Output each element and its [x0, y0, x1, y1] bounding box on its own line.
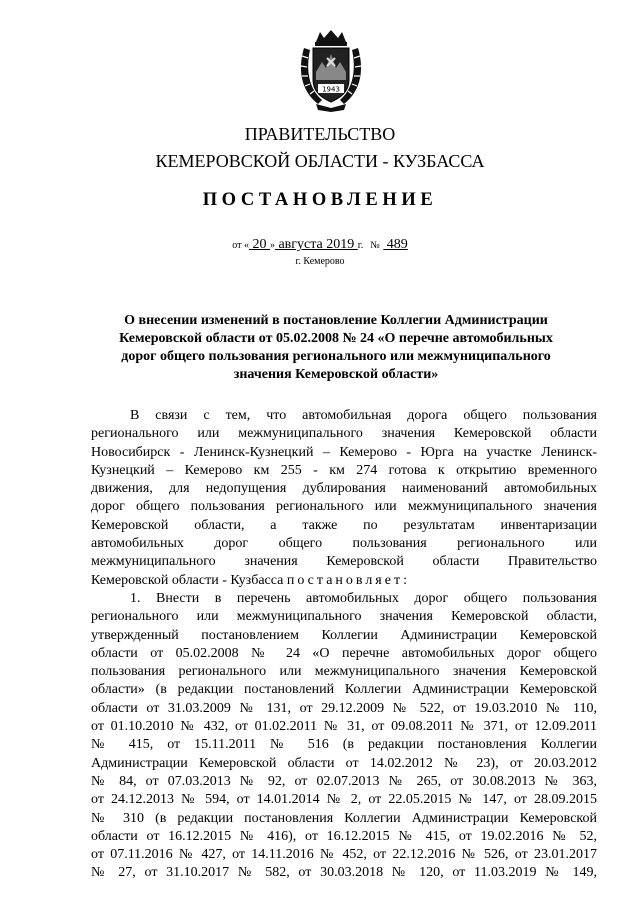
date-prefix: от «: [232, 240, 249, 251]
body-line: от 24.12.2013 № 594, от 14.01.2014 № 2, от 22.05.2015 № 147, от 28.09.2015: [91, 792, 597, 808]
government-name-line2: КЕМЕРОВСКОЙ ОБЛАСТИ - КУЗБАССА: [155, 151, 485, 171]
body-line: В связи с тем, что автомобильная дорога общего пользования: [130, 408, 597, 423]
body-line: Администрации Кемеровской области от 14.02.2012 № 23), от 20.03.2012: [91, 755, 597, 771]
body-line: утвержденный постановлением Коллегии Администрации Кемеровской: [91, 627, 597, 643]
body-line: 1. Внести в перечень автомобильных дорог общего пользования: [130, 590, 597, 606]
document-type: ПОСТАНОВЛЕНИЕ: [202, 190, 438, 210]
title-line: О внесении изменений в постановление Коллегии Администрации: [124, 313, 548, 328]
body-line: области от 16.12.2015 № 416), от 16.12.2015 № 415, от 19.02.2016 № 52,: [91, 828, 597, 844]
svg-text:1943: 1943: [322, 85, 340, 94]
title-line: значения Кемеровской области»: [233, 367, 439, 382]
body-line: [91, 572, 597, 590]
number-sign: №: [370, 240, 380, 251]
document-title: [100, 312, 572, 384]
city-label: г. Кемерово: [295, 256, 345, 267]
title-line: дорог общего пользования регионального или межмуниципального: [121, 349, 551, 364]
body-line: № 415, от 15.11.2011 № 516 (в редакции постановления Коллегии: [91, 737, 597, 753]
body-line: от 07.11.2016 № 427, от 14.11.2016 № 452, от 22.12.2016 № 526, от 23.01.2017: [91, 847, 597, 863]
body-line: Кемеровской области, а также по результатам инвентаризации: [91, 517, 597, 533]
body-line: № 27, от 31.10.2017 № 582, от 30.03.2018 № 120, от 11.03.2019 № 149,: [91, 865, 597, 881]
body-line: № 310 (в редакции постановления Коллегии Администрации Кемеровской: [91, 810, 597, 826]
body-line: движения, для недопущения дублирования наименований автомобильных: [91, 481, 597, 497]
body-line: Новосибирск - Ленинск-Кузнецкий – Кемерово - Юрга на участке Ленинск-: [91, 444, 597, 460]
government-name-line1: ПРАВИТЕЛЬСТВО: [244, 124, 396, 144]
body-line: от 01.10.2010 № 432, от 01.02.2011 № 31, от 09.08.2011 № 371, от 12.09.2011: [91, 719, 597, 735]
body-line: регионального или межмуниципального значения Кемеровской области: [91, 426, 597, 442]
decree-word: постановляет:: [286, 572, 410, 588]
body-line-text: Кемеровской области - Кузбасса: [91, 572, 284, 588]
body-line: области от 05.02.2008 № 24 «О перечне автомобильных дорог общего: [91, 645, 597, 661]
date-day: 20: [248, 237, 270, 252]
title-line: Кемеровской области от 05.02.2008 № 24 «О перечне автомобильных: [119, 331, 553, 346]
body-line: межмуниципального значения Кемеровской области Правительство: [91, 554, 597, 570]
date-close-quote: »: [269, 240, 275, 251]
body-line: области от 31.03.2009 № 131, от 29.12.2009 № 522, от 19.03.2010 № 110,: [91, 700, 597, 716]
date-year-suffix: г.: [357, 240, 364, 251]
document-body: [91, 407, 597, 883]
body-line: области» (в редакции постановлений Коллегии Администрации Кемеровской: [91, 682, 597, 698]
coat-of-arms-icon: [296, 28, 366, 112]
body-line: регионального или межмуниципального значения Кемеровской области,: [91, 609, 597, 625]
body-line: пользования регионального или межмуниципального значения Кемеровской: [91, 664, 597, 680]
body-line: № 84, от 07.03.2013 № 92, от 02.07.2013 № 265, от 30.08.2013 № 363,: [91, 773, 597, 789]
date-number-line: [0, 237, 640, 253]
body-line: Кузнецкий – Кемерово км 255 - км 274 готова к открытию временного: [91, 462, 597, 478]
date-month-year: августа 2019: [274, 237, 358, 252]
body-line: дорог общего пользования регионального или межмуниципального значения: [91, 499, 597, 515]
body-line: автомобильных дорог общего пользования регионального или: [91, 536, 597, 552]
document-number: 489: [383, 237, 408, 252]
